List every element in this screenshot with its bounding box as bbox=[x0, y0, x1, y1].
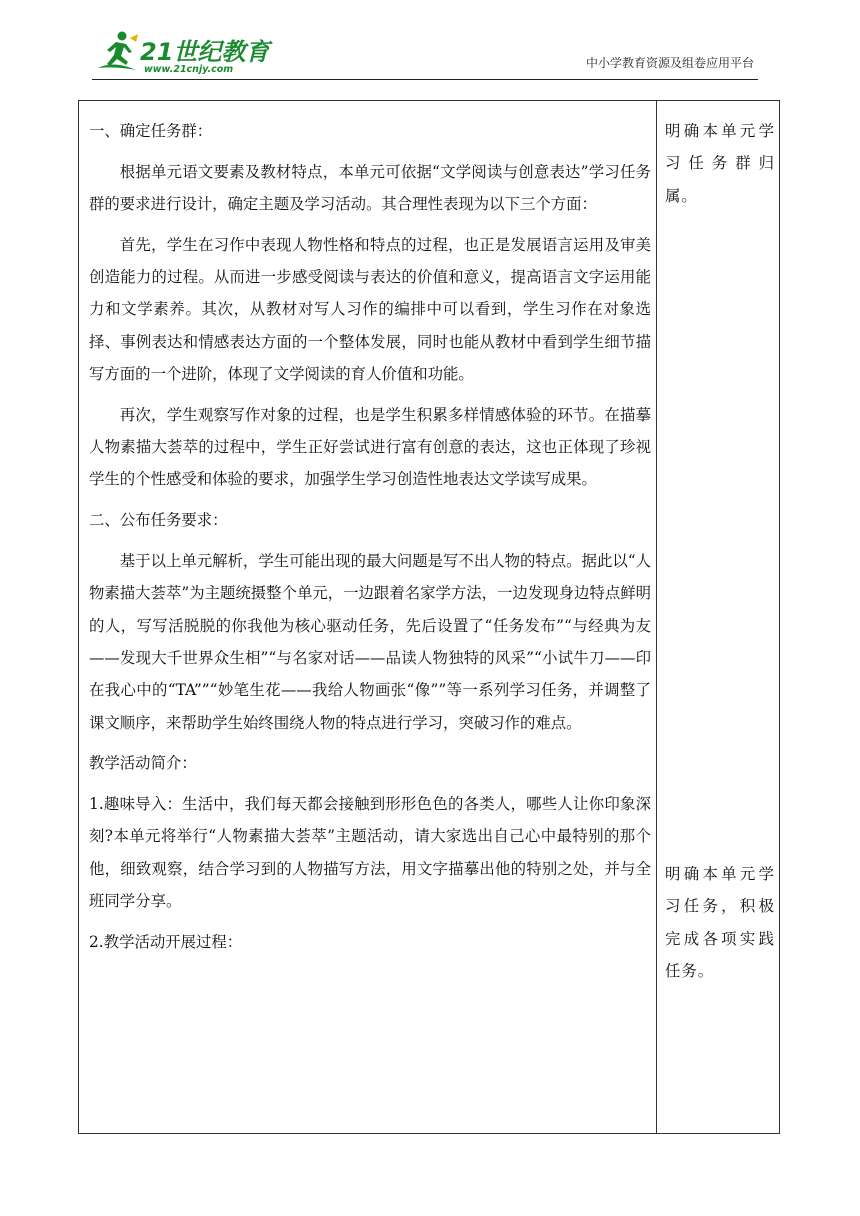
list-item: 1.趣味导入：生活中，我们每天都会接触到形形色色的各类人，哪些人让你印象深刻?本单元将举行“人物素描大荟萃”主题活动，请大家选出自己心中最特别的那个他，细致观察，结合学习到的人物描写方法，用文字描摹出他的特别之处，并与全班同学分享。 bbox=[89, 795, 651, 911]
lesson-table bbox=[78, 100, 780, 1134]
paragraph: 首先，学生在习作中表现人物性格和特点的过程，也正是发展语言运用及审美创造能力的过程。从而进一步感受阅读与表达的价值和意义，提高语言文字运用能力和文学素养。其次，从教材对写人习作的编排中可以看到，学生习作在对象选择、事例表达和情感表达方面的一个整体发展，同时也能从教材中看到学生细节描写方面的一个进阶，体现了文学阅读的育人价值和功能。 bbox=[89, 235, 651, 384]
page-header bbox=[0, 0, 860, 80]
side-note: 明确本单元学习任务群归属。 bbox=[665, 122, 775, 205]
list-item: 2.教学活动开展过程： bbox=[89, 932, 243, 951]
main-content-cell bbox=[89, 115, 651, 967]
paragraph: 根据单元语文要素及教材特点，本单元可依据“文学阅读与创意表达”学习任务群的要求进行设计，确定主题及学习活动。其合理性表现为以下三个方面： bbox=[89, 162, 651, 214]
logo-subtext: www.21cnjy.com bbox=[144, 64, 234, 75]
section-heading: 一、确定任务群： bbox=[89, 122, 213, 140]
runner-logo-icon bbox=[96, 30, 140, 76]
paragraph: 基于以上单元解析，学生可能出现的最大问题是写不出人物的特点。据此以“人物素描大荟萃”为主题统摄整个单元，一边跟着名家学方法，一边发现身边特点鲜明的人，写写活脱脱的你我他为核心驱动任务，先后设置了“任务发布”“与经典为友——发现大千世界众生相”“与名家对话——品读人物独特的风采”“小试牛刀——印在我心中的“TA””“妙笔生花——我给人物画张“像””等一系列学习任务，并调整了课文顺序，来帮助学生始终围绕人物的特点进行学习，突破习作的难点。 bbox=[89, 552, 651, 732]
section-heading: 二、公布任务要求： bbox=[89, 511, 228, 530]
paragraph: 再次，学生观察写作对象的过程，也是学生积累多样情感体验的环节。在描摹人物素描大荟萃的过程中，学生正好尝试进行富有创意的表达，这也正体现了珍视学生的个性感受和体验的要求，加强学生学习创造性地表达文学读写成果。 bbox=[89, 405, 651, 489]
platform-tagline: 中小学教育资源及组卷应用平台 bbox=[585, 56, 754, 70]
side-note: 明确本单元学习任务，积极完成各项实践任务。 bbox=[665, 865, 775, 980]
header-divider bbox=[92, 79, 758, 80]
column-divider bbox=[656, 101, 657, 1133]
section-heading: 教学活动简介： bbox=[89, 754, 197, 773]
logo bbox=[96, 30, 270, 80]
logo-text: 21世纪教育 bbox=[140, 38, 270, 66]
